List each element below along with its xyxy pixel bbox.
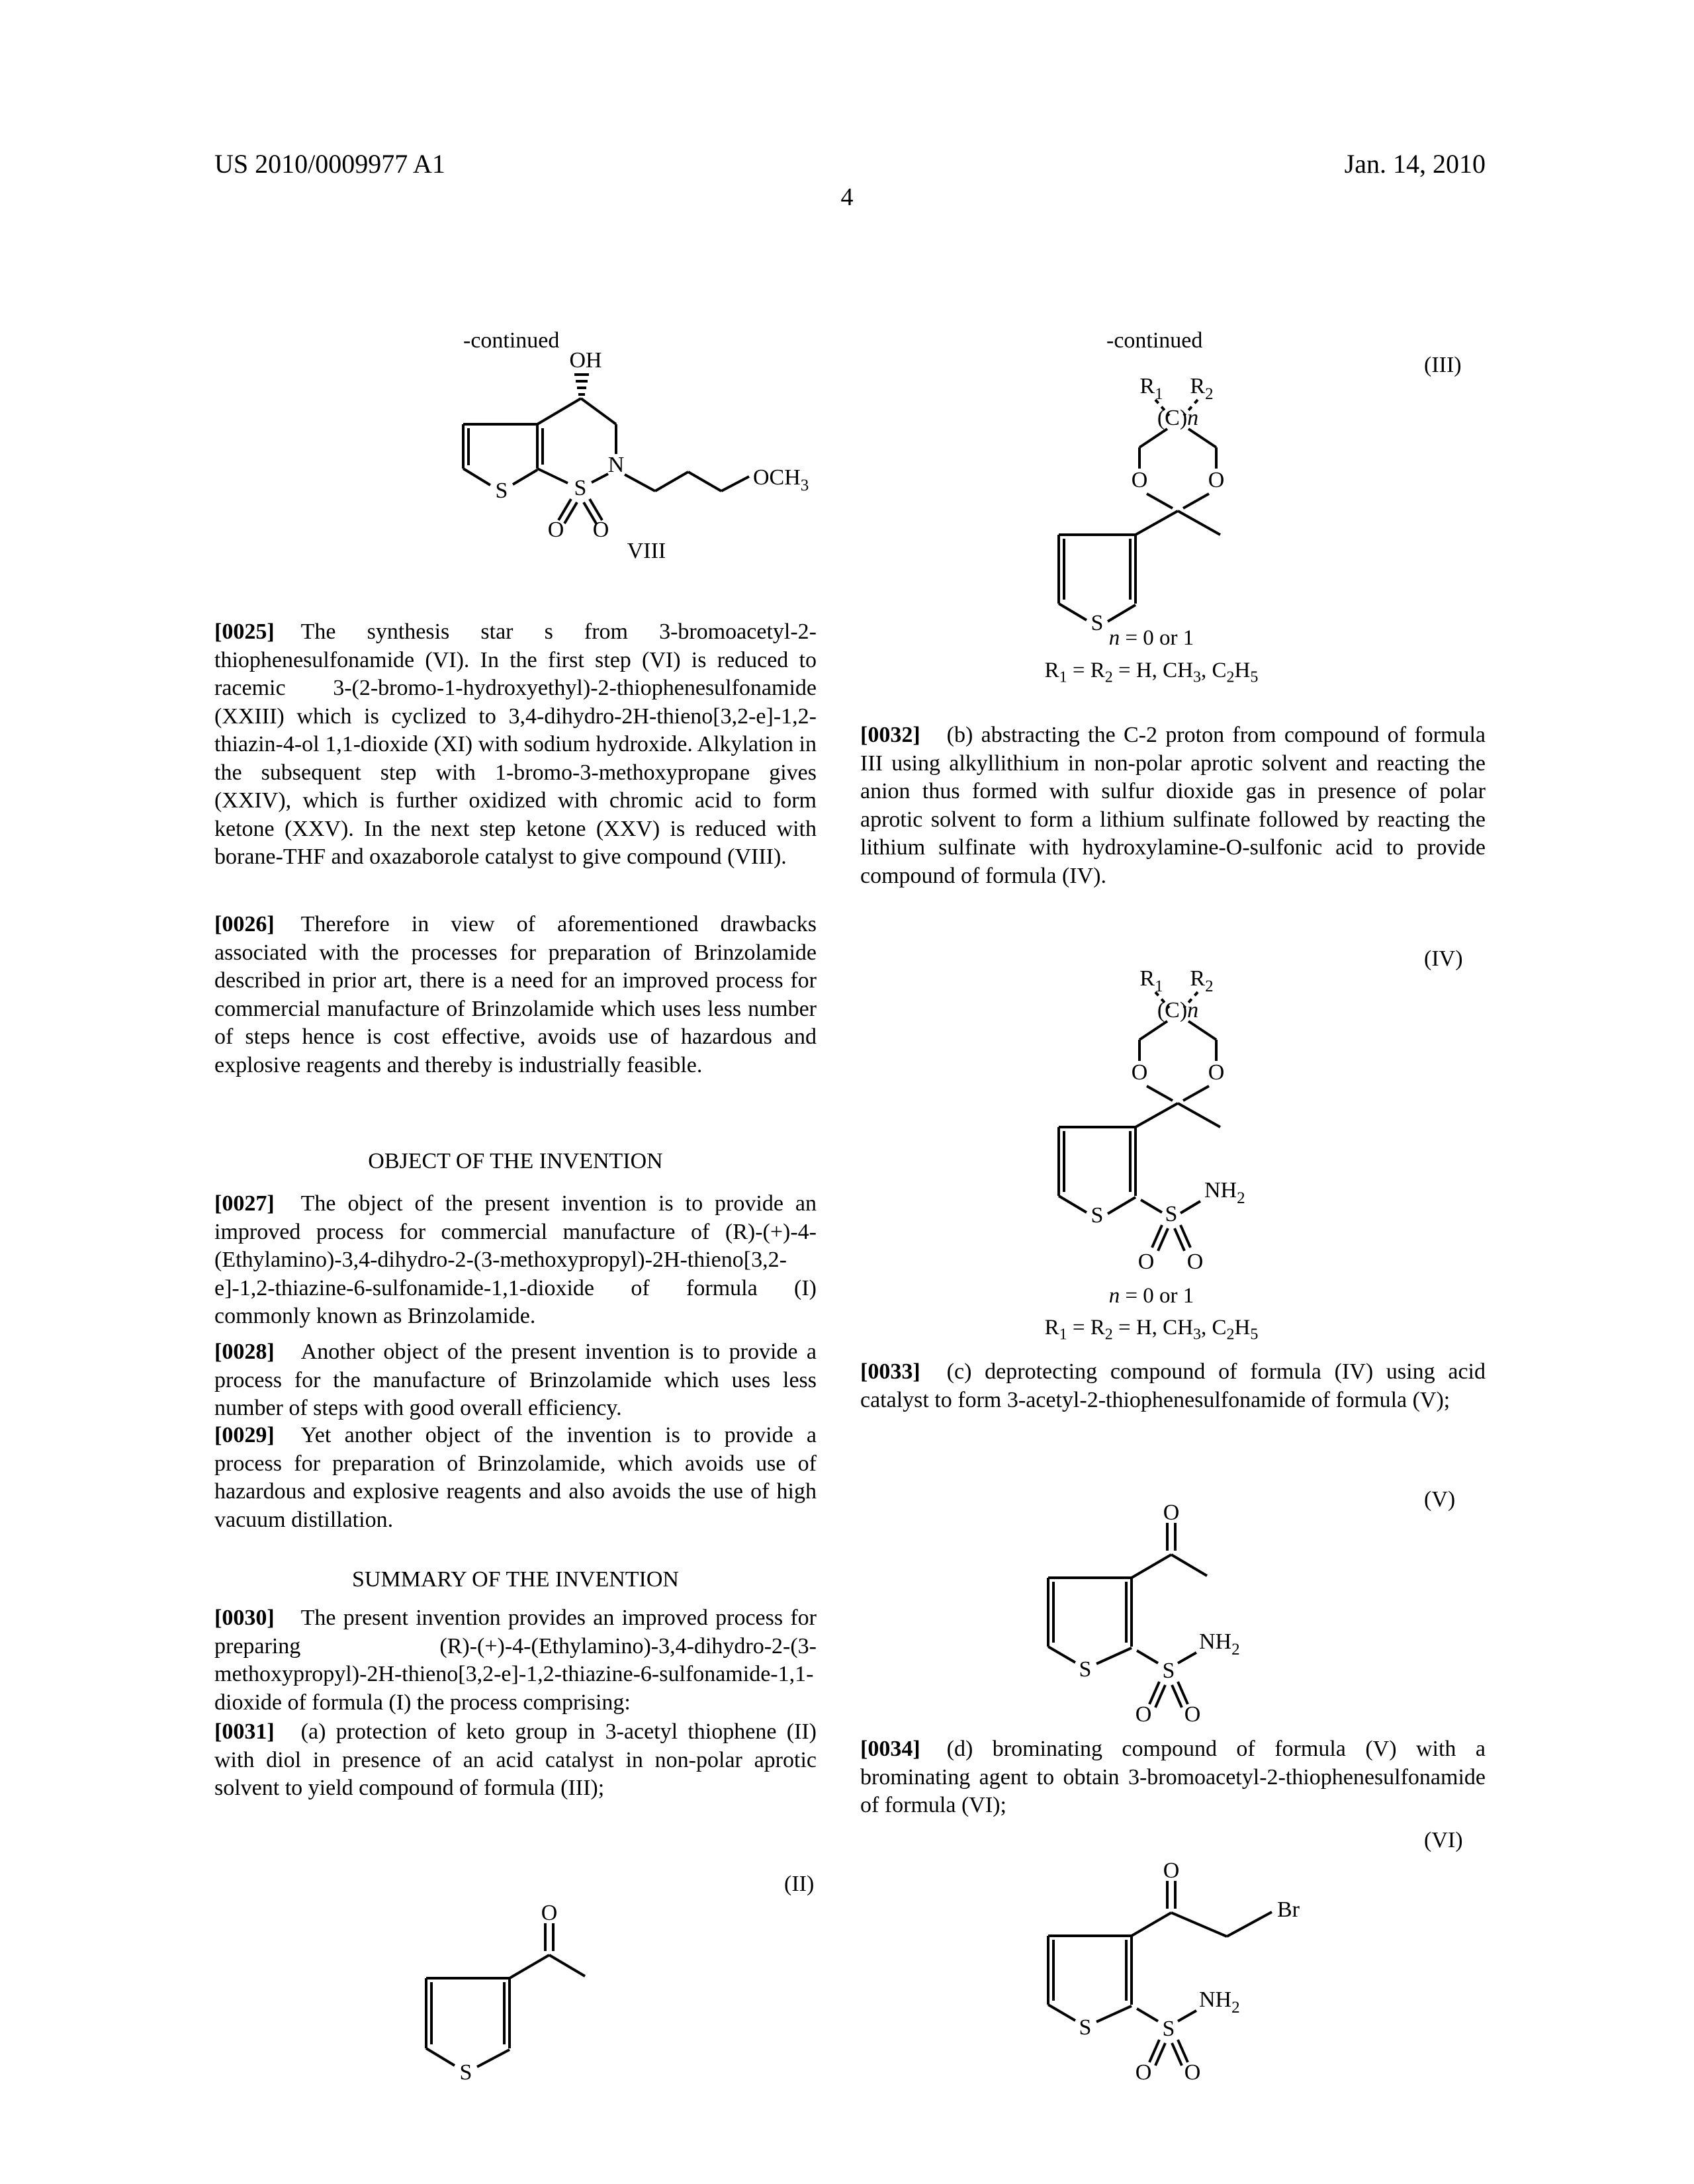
note-n-iv: n = 0 or 1 — [1108, 1284, 1194, 1308]
paragraph-0029 — [214, 1422, 817, 1534]
paragraph-0031 — [214, 1718, 817, 1803]
atom-label-o1: O — [1131, 468, 1148, 492]
atom-label-r2: $R_2$ — [1190, 374, 1214, 403]
atom-label-sulfonyl-s: S — [574, 476, 587, 500]
paragraph-0030 — [214, 1604, 817, 1717]
atom-label-r2: $R_2$ — [1190, 966, 1214, 995]
atom-label-o2: O — [1184, 1702, 1201, 1727]
paragraph-tag: [0030] — [214, 1606, 275, 1630]
atom-label-nh2: $NH_2$ — [1199, 1629, 1240, 1659]
atom-label-o: O — [1163, 1858, 1180, 1883]
paragraph-0033 — [860, 1358, 1486, 1414]
formula-label-ii: (II) — [784, 1872, 815, 1896]
atom-label-br: Br — [1277, 1897, 1300, 1922]
atom-label-thiophene-s: S — [1091, 1203, 1104, 1228]
atom-label-r1: $R_1$ — [1139, 374, 1163, 403]
bonds — [1059, 400, 1220, 621]
atom-label-cn: (C)n — [1157, 998, 1199, 1023]
formula-label-iv: (IV) — [1424, 946, 1463, 971]
atom-label-thiophene-s: S — [1079, 2015, 1092, 2040]
formula-label-vi: (VI) — [1424, 1828, 1463, 1852]
atom-label-o2: O — [1208, 1060, 1225, 1085]
paragraph-tag: [0026] — [214, 912, 275, 936]
bonds — [1048, 1523, 1207, 1707]
atom-label-o4: O — [1186, 1250, 1204, 1274]
paragraph-text: Another object of the present invention is to provide a process for the manufacture of Brinzolamide which uses less number of steps with good overall efficiency. — [214, 1340, 817, 1420]
atom-label-thiophene-s: S — [459, 2060, 472, 2085]
continued-label-right: -continued — [1106, 328, 1203, 353]
atom-label-o2: O — [1208, 468, 1225, 492]
paragraph-0034 — [860, 1735, 1486, 1820]
paragraph-tag: [0028] — [214, 1340, 275, 1364]
atom-label-thiophene-s: S — [1079, 1657, 1092, 1682]
atom-label-o1: O — [547, 518, 564, 542]
paragraph-tag: [0033] — [860, 1359, 920, 1384]
paragraph-text: Yet another object of the invention is to provide a process for preparation of Brinzolamide, which avoids use of hazardous and explosive reagents and also avoids the use of high vacuum distillation. — [214, 1423, 817, 1532]
paragraph-text: Therefore in view of aforementioned drawbacks associated with the processes for preparation of Brinzolamide described in prior art, there is a need for an improved process for commercial manufacture of Brinzolamide which uses less number of steps hence is cost effective, avoids use of hazardous and explosive reagents and thereby is industrially feasible. — [214, 912, 817, 1077]
paragraph-0028 — [214, 1338, 817, 1423]
structure-vi-diagram — [1006, 1846, 1429, 2111]
note-r-iv: $R_1 = R_2 = H$, $CH_3$, $C_2H_5$ — [1044, 1316, 1259, 1343]
paragraph-0026 — [214, 911, 817, 1079]
paragraph-text: (a) protection of keto group in 3-acetyl thiophene (II) with diol in presence of an acid catalyst in non-polar aprotic solvent to yield compound of formula (III); — [214, 1719, 817, 1800]
atom-label-thiophene-s: S — [1091, 611, 1104, 635]
note-n-iii: n = 0 or 1 — [1108, 626, 1194, 650]
formula-label-v: (V) — [1424, 1487, 1456, 1512]
atom-label-r1: $R_1$ — [1139, 966, 1163, 995]
paragraph-tag: [0032] — [860, 723, 920, 747]
atom-label-och3: $OCH_3$ — [753, 465, 809, 494]
atom-label-oh: OH — [569, 348, 602, 373]
formula-label-iii: (III) — [1424, 353, 1462, 377]
paragraph-text: (b) abstracting the C-2 proton from compound of formula III using alkyllithium in non-polar aprotic solvent and reacting the anion thus formed with sulfur dioxide gas in presence of polar aprotic solvent to form a lithium sulfinate followed by reacting the lithium sulfinate with hydroxylamine-O-sulfonic acid to provide compound of formula (IV). — [860, 723, 1486, 888]
paragraph-tag: [0031] — [214, 1719, 275, 1744]
bonds — [1059, 992, 1220, 1251]
paragraph-0025 — [214, 618, 817, 872]
paragraph-0032 — [860, 721, 1486, 890]
header-patent-number: US 2010/0009977 A1 — [214, 149, 445, 179]
atom-label-nh2: $NH_2$ — [1199, 1987, 1240, 2017]
paragraph-tag: [0027] — [214, 1191, 275, 1216]
atom-label-n: N — [607, 453, 625, 477]
paragraph-text: (d) brominating compound of formula (V) with a brominating agent to obtain 3-bromoacetyl-2-thiophenesulfonamide of formula (VI); — [860, 1737, 1486, 1817]
atom-label-o1: O — [1131, 1060, 1148, 1085]
paragraph-text: (c) deprotecting compound of formula (IV) using acid catalyst to form 3-acetyl-2-thiophenesulfonamide of formula (V); — [860, 1359, 1486, 1412]
continued-label-left: -continued — [463, 328, 560, 353]
heading-summary-of-invention: SUMMARY OF THE INVENTION — [352, 1567, 679, 1592]
atom-label-sulfonyl-s: S — [1162, 2017, 1175, 2041]
atom-label-cn: (C)n — [1157, 406, 1199, 430]
atom-label-o2: O — [1184, 2060, 1201, 2085]
paragraph-0027 — [214, 1190, 817, 1331]
atom-label-o3: O — [1137, 1250, 1155, 1274]
atom-label-o1: O — [1135, 2060, 1152, 2085]
page-number: 4 — [840, 183, 854, 211]
structure-ii-diagram — [397, 1880, 768, 2164]
structure-v-diagram — [1006, 1486, 1416, 1731]
atom-label-o: O — [541, 1901, 558, 1925]
structure-viii-diagram — [410, 311, 827, 549]
atom-label-nh2: $NH_2$ — [1204, 1178, 1245, 1207]
paragraph-text: The synthesis star s from 3-bromoacetyl-2-thiophenesulfonamide (VI). In the first step (VI) is reduced to racemic 3-(2-bromo-1-hydroxyethyl)-2-thiophenesulfonamide (XXIII) which is cyclized to 3,4-dihydro-2H-thieno[3,2-e]-1,2-thiazin-4-ol 1,1-dioxide (XI) with sodium hydroxide. Alkylation in the subsequent step with 1-bromo-3-methoxypropane gives (XXIV), which is further oxidized with chromic acid to form ketone (XXV). In the next step ketone (XXV) is reduced with borane-THF and oxazaborole catalyst to give compound (VIII). — [214, 619, 817, 869]
header-date: Jan. 14, 2010 — [1344, 149, 1486, 179]
atom-label-thiophene-s: S — [495, 478, 508, 503]
bonds — [426, 1923, 585, 2067]
heading-object-of-invention: OBJECT OF THE INVENTION — [368, 1149, 663, 1173]
paragraph-text: The present invention provides an improved process for preparing (R)-(+)-4-(Ethylamino)-3,4-dihydro-2-(3-methoxypropyl)-2H-thieno[3,2-e]-1,2-thiazine-6-sulfonamide-1,1-dioxide of formula (I) the process comprising: — [214, 1606, 817, 1715]
atom-label-o: O — [1163, 1500, 1180, 1525]
note-r-iii: $R_1 = R_2 = H$, $CH_3$, $C_2H_5$ — [1044, 659, 1259, 686]
paragraph-tag: [0034] — [860, 1737, 920, 1761]
structure-iv-diagram — [993, 956, 1416, 1281]
atom-label-sulfonyl-s: S — [1165, 1202, 1178, 1226]
paragraph-tag: [0029] — [214, 1423, 275, 1447]
atom-label-sulfonyl-s: S — [1162, 1659, 1175, 1683]
formula-label-viii: VIII — [627, 539, 666, 563]
atom-label-o1: O — [1135, 1702, 1152, 1727]
paragraph-tag: [0025] — [214, 619, 275, 644]
atom-label-o2: O — [592, 518, 609, 542]
paragraph-text: The object of the present invention is to provide an improved process for commercial manufacture of (R)-(+)-4-(Ethylamino)-3,4-dihydro-2-(3-methoxypropyl)-2H-thieno[3,2-e]-1,2-thiazine-6-sulfonamide-1,1-dioxide of formula (I) commonly known as Brinzolamide. — [214, 1191, 817, 1328]
